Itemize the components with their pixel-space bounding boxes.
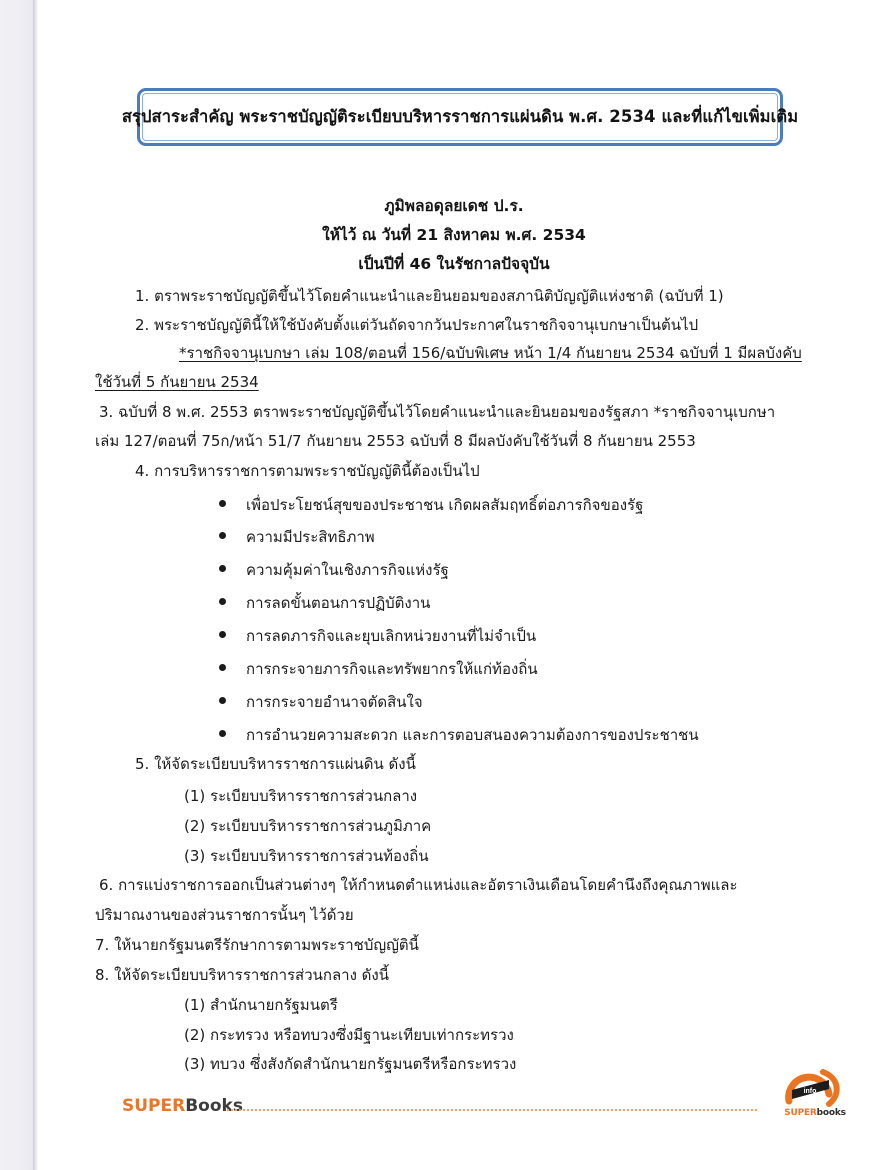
bullet-item-label: การลดขั้นตอนการปฏิบัติงาน: [246, 594, 431, 612]
bullet-item: [219, 591, 430, 615]
superbooks-logo: [779, 1068, 851, 1126]
bullet-item-label: การอำนวยความสะดวก และการตอบสนองความต้องการของประชาชน: [246, 726, 699, 744]
list-item-5: 5. ให้จัดระเบียบบริหารราชการแผ่นดิน ดังนี้: [135, 755, 416, 773]
bullet-dot-icon: [219, 664, 226, 671]
page-title: สรุปสาระสำคัญ พระราชบัญญัติระเบียบบริหารราชการแผ่นดิน พ.ศ. 2534 และที่แก้ไขเพิ่มเติม: [121, 107, 799, 126]
bullet-dot-icon: [219, 598, 226, 605]
bullet-item: [219, 657, 538, 681]
bullet-item: [219, 493, 643, 517]
bullet-item: [219, 723, 699, 747]
sub-item-5-3: (3) ระเบียบบริหารราชการส่วนท้องถิ่น: [184, 847, 429, 865]
bullet-item-label: ความคุ้มค่าในเชิงภารกิจแห่งรัฐ: [246, 561, 449, 579]
footer-wordmark: [122, 1096, 243, 1116]
citation-1-line-1: *ราชกิจจานุเบกษา เล่ม 108/ตอนที่ 156/ฉบับพิเศษ หน้า 1/4 กันยายน 2534 ฉบับที่ 1 มีผลบังคับ: [179, 344, 802, 362]
logo-text-books: books: [816, 1108, 846, 1118]
svg-text:info: info: [803, 1088, 817, 1095]
superbooks-logo-text: [779, 1108, 851, 1118]
heading-line-3: เป็นปีที่ 46 ในรัชกาลปัจจุบัน: [358, 255, 550, 273]
superbooks-swoosh-icon: [779, 1068, 851, 1110]
list-item-7: 7. ให้นายกรัฐมนตรีรักษาการตามพระราชบัญญัตินี้: [95, 936, 419, 954]
bullet-dot-icon: [219, 565, 226, 572]
bullet-item-label: การลดภารกิจและยุบเลิกหน่วยงานที่ไม่จำเป็น: [246, 627, 537, 645]
list-item-6-line-1: 6. การแบ่งราชการออกเป็นส่วนต่างๆ ให้กำหนดตำแหน่งและอัตราเงินเดือนโดยคำนึงถึงคุณภาพและ: [99, 876, 738, 894]
heading-line-2: ให้ไว้ ณ วันที่ 21 สิงหาคม พ.ศ. 2534: [322, 226, 586, 244]
page-footer: [39, 1088, 869, 1126]
sub-item-8-1: (1) สำนักนายกรัฐมนตรี: [184, 996, 338, 1014]
list-item-1: 1. ตราพระราชบัญญัติขึ้นไว้โดยคำแนะนำและยินยอมของสภานิติบัญญัติแห่งชาติ (ฉบับที่ 1): [135, 287, 724, 305]
list-item-3-line-1: 3. ฉบับที่ 8 พ.ศ. 2553 ตราพระราชบัญญัติขึ้นไว้โดยคำแนะนำและยินยอมของรัฐสภา *ราชกิจจานุเบกษา: [99, 403, 776, 421]
bullet-item: [219, 624, 536, 648]
list-item-6-line-2: ปริมาณงานของส่วนราชการนั้นๆ ไว้ด้วย: [95, 906, 354, 924]
logo-text-super: SUPER: [784, 1108, 817, 1118]
bullet-item-label: เพื่อประโยชน์สุขของประชาชน เกิดผลสัมฤทธิ์ต่อภารกิจของรัฐ: [246, 496, 644, 514]
sub-item-8-2: (2) กระทรวง หรือทบวงซึ่งมีฐานะเทียบเท่ากระทรวง: [184, 1026, 514, 1044]
bullet-item-label: ความมีประสิทธิภาพ: [246, 528, 375, 546]
bullet-item-label: การกระจายอำนาจตัดสินใจ: [246, 693, 423, 711]
bullet-item: [219, 690, 423, 714]
sub-item-5-2: (2) ระเบียบบริหารราชการส่วนภูมิภาค: [184, 817, 432, 835]
list-item-8: 8. ให้จัดระเบียบบริหารราชการส่วนกลาง ดังนี้: [95, 966, 390, 984]
citation-1-line-2: ใช้วันที่ 5 กันยายน 2534: [95, 373, 259, 391]
viewer-left-gutter: [0, 0, 33, 1170]
bullet-dot-icon: [219, 730, 226, 737]
list-item-3-line-2: เล่ม 127/ตอนที่ 75ก/หน้า 51/7 กันยายน 2553 ฉบับที่ 8 มีผลบังคับใช้วันที่ 8 กันยายน 2553: [95, 432, 696, 450]
list-item-4: 4. การบริหารราชการตามพระราชบัญญัตินี้ต้องเป็นไป: [135, 462, 480, 480]
sub-item-8-3: (3) ทบวง ซึ่งสังกัดสำนักนายกรัฐมนตรีหรือกระทรวง: [184, 1055, 517, 1073]
footer-divider: [227, 1109, 757, 1111]
bullet-item-label: การกระจายภารกิจและทรัพยากรให้แก่ท้องถิ่น: [246, 660, 538, 678]
document-title-banner: [121, 88, 799, 146]
bullet-dot-icon: [219, 631, 226, 638]
bullet-dot-icon: [219, 532, 226, 539]
list-item-2: 2. พระราชบัญญัตินี้ให้ใช้บังคับตั้งแต่วันถัดจากวันประกาศในราชกิจจานุเบกษาเป็นต้นไป: [135, 316, 699, 334]
bullet-dot-icon: [219, 500, 226, 507]
footer-wordmark-books: Books: [185, 1096, 243, 1116]
bullet-item: [219, 525, 375, 549]
document-page: [39, 0, 869, 1170]
footer-wordmark-super: SUPER: [122, 1096, 186, 1116]
bullet-item: [219, 558, 449, 582]
sub-item-5-1: (1) ระเบียบบริหารราชการส่วนกลาง: [184, 787, 418, 805]
bullet-dot-icon: [219, 697, 226, 704]
heading-line-1: ภูมิพลอดุลยเดช ป.ร.: [384, 197, 524, 215]
